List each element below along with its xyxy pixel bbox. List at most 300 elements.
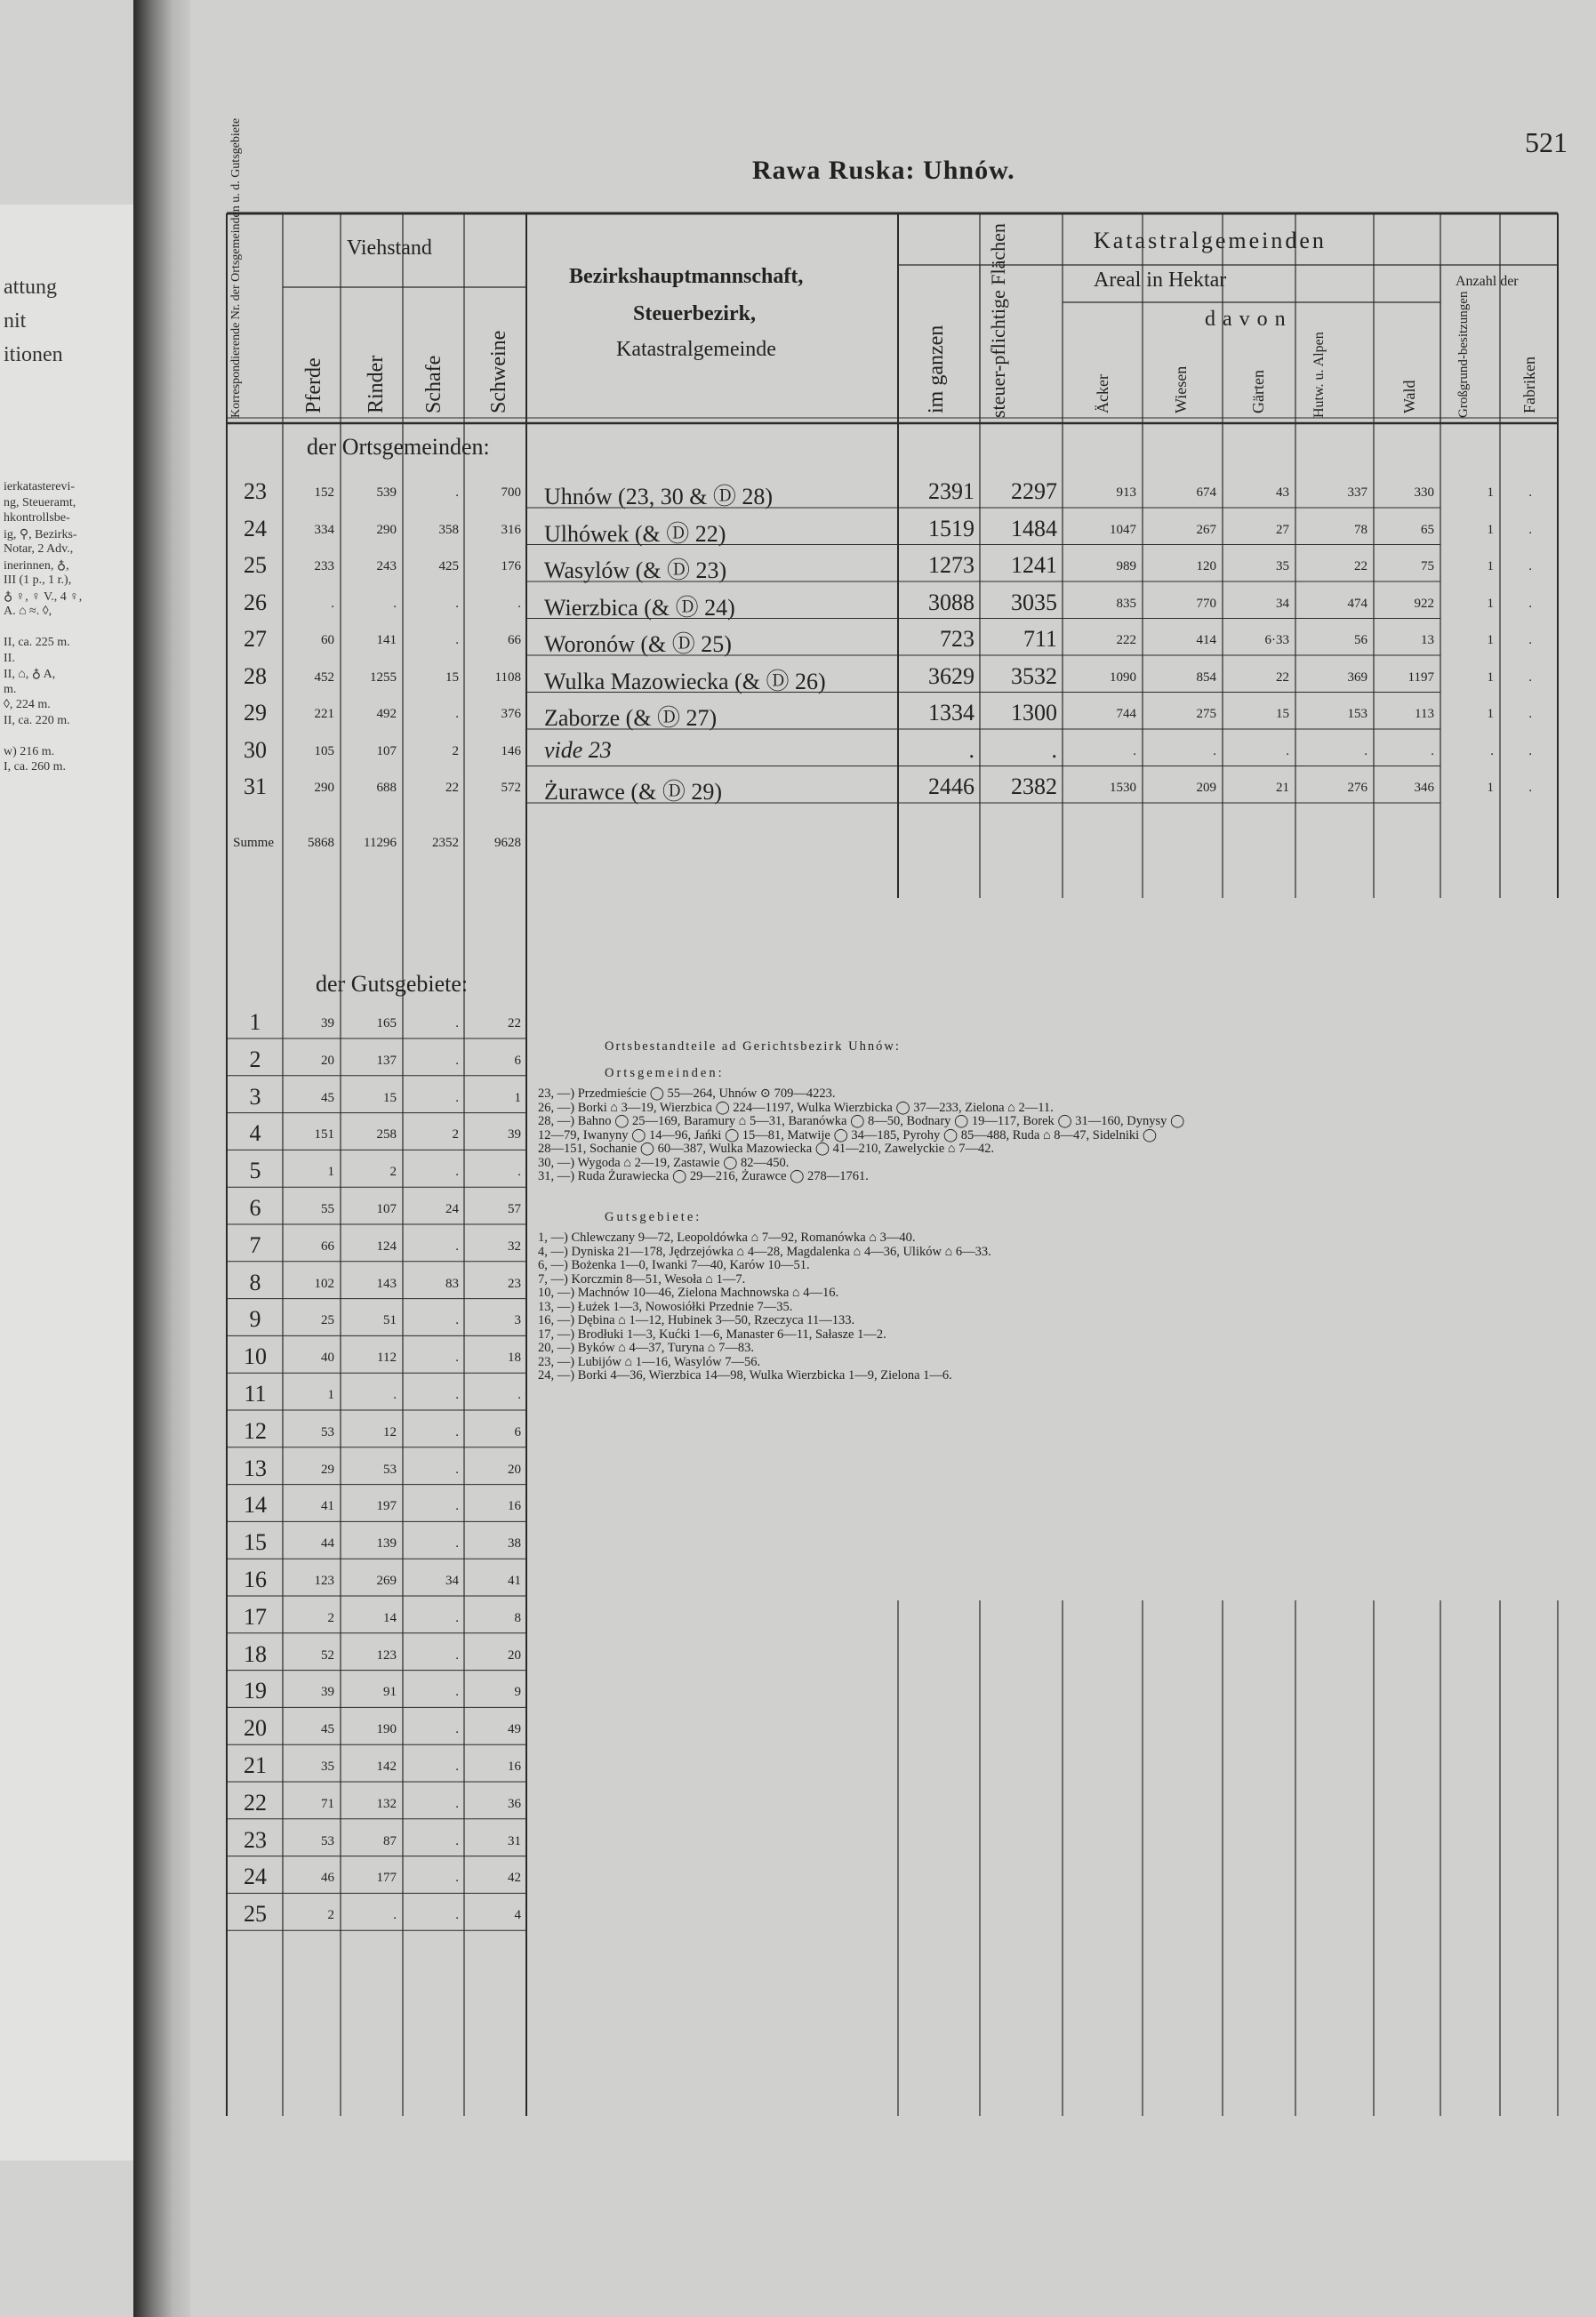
row-schafe: 358 [438, 522, 459, 537]
row-name: vide 23 [544, 736, 612, 763]
row-name: Wasylów (& Ⓓ 23) [544, 557, 727, 583]
summe-schweine: 9628 [494, 836, 521, 850]
row-gaerten: 21 [1276, 781, 1289, 795]
row-gaerten: 27 [1276, 522, 1289, 537]
row-rinder: . [393, 596, 397, 611]
guts-row-nr: 22 [244, 1789, 267, 1816]
row-schweine: 146 [501, 743, 521, 758]
row-hutw: 153 [1347, 707, 1367, 721]
row-schweine: 700 [501, 485, 521, 500]
row-schafe: 22 [445, 781, 459, 795]
row-fabr: . [1528, 485, 1532, 500]
guts-row-pferde: 1 [327, 1388, 334, 1402]
row-schweine: 176 [501, 559, 521, 573]
row-gross: 1 [1487, 669, 1494, 685]
fragment-line: II, ⌂, ♁ A, [4, 668, 56, 681]
guts-row-schweine: 23 [508, 1276, 521, 1291]
row-schweine: 376 [501, 707, 521, 721]
row-fabr: . [1528, 669, 1532, 685]
row-hutw: . [1364, 743, 1367, 758]
guts-row-rinder: 177 [376, 1871, 397, 1886]
row-pferde: 452 [314, 669, 334, 685]
row-schafe: . [455, 707, 459, 721]
guts-row-schafe: . [455, 1351, 459, 1366]
guts-row-nr: 21 [244, 1752, 267, 1778]
row-gaerten: 34 [1276, 596, 1289, 611]
fragment-line: ◊, 224 m. [4, 698, 51, 711]
row-schafe: 15 [445, 669, 459, 685]
guts-row-pferde: 25 [321, 1313, 334, 1328]
row-schafe: . [455, 596, 459, 611]
row-name: Żurawce (& Ⓓ 29) [544, 779, 722, 805]
guts-row-pferde: 41 [321, 1499, 334, 1514]
guts-row-schweine: 16 [508, 1760, 521, 1774]
notes-orts-line: 23, —) Przedmieście ◯ 55—264, Uhnów ⊙ 709—4223. [538, 1086, 836, 1101]
row-rinder: 107 [376, 743, 397, 758]
row-gaerten: 35 [1276, 559, 1289, 573]
section-ortsgemeinden: der Ortsgemeinden: [307, 434, 490, 460]
guts-row-rinder: 197 [376, 1499, 397, 1514]
row-aecker: 913 [1116, 485, 1136, 500]
guts-row-schafe: . [455, 1313, 459, 1328]
guts-row-rinder: 14 [383, 1610, 397, 1625]
guts-row-pferde: 39 [321, 1685, 334, 1700]
fragment-line: ig, ⚲, Bezirks- [4, 527, 77, 541]
fragment-line: II, ca. 225 m. [4, 636, 70, 649]
row-steuer: 1484 [1011, 515, 1057, 541]
guts-row-schafe: . [455, 1610, 459, 1625]
guts-row-pferde: 52 [321, 1648, 334, 1663]
row-wiesen: 209 [1196, 781, 1216, 795]
guts-row-schafe: . [455, 1722, 459, 1737]
row-ganzen: 3629 [928, 662, 974, 689]
guts-row-rinder: 2 [389, 1165, 397, 1180]
row-wiesen: 120 [1196, 559, 1216, 573]
row-wiesen: 770 [1196, 596, 1216, 611]
guts-row-schafe: . [455, 1462, 459, 1477]
davon-col-aecker: Äcker [1094, 374, 1111, 413]
guts-row-schafe: 24 [445, 1202, 459, 1216]
notes-guts-line: 10, —) Machnów 10—46, Zielona Machnowska ⌂ 4—16. [538, 1286, 839, 1300]
row-nr: 24 [244, 515, 267, 541]
guts-row-schafe: . [455, 1833, 459, 1848]
row-gross: 1 [1487, 707, 1494, 721]
notes-guts-line: 13, —) Łużek 1—3, Nowosiółki Przednie 7—35. [538, 1299, 793, 1314]
guts-row-nr: 5 [249, 1158, 261, 1184]
guts-row-rinder: 143 [376, 1276, 397, 1291]
guts-row-pferde: 71 [321, 1796, 334, 1811]
row-gross: 1 [1487, 485, 1494, 500]
areal-header: Areal in Hektar [1094, 269, 1227, 292]
guts-row-rinder: 51 [383, 1313, 397, 1328]
row-pferde: 60 [321, 633, 334, 647]
row-pferde: 334 [314, 522, 334, 537]
bezirk-header-1: Bezirkshauptmannschaft, [569, 265, 804, 288]
guts-row-nr: 17 [244, 1603, 267, 1630]
guts-row-nr: 25 [244, 1901, 267, 1928]
notes-guts-line: 17, —) Brodłuki 1—3, Kućki 1—6, Manaster 6—11, Sałasze 1—2. [538, 1327, 886, 1342]
row-fabr: . [1528, 596, 1532, 611]
notes-guts-heading: Gutsgebiete: [605, 1209, 702, 1224]
guts-row-schweine: 31 [508, 1833, 521, 1848]
guts-row-nr: 6 [249, 1195, 261, 1221]
guts-row-nr: 7 [249, 1231, 261, 1258]
row-nr: 23 [244, 478, 267, 504]
notes-guts-line: 1, —) Chlewczany 9—72, Leopoldówka ⌂ 7—92, Romanówka ⌂ 3—40. [538, 1231, 916, 1245]
row-gross: . [1490, 743, 1494, 758]
row-schweine: 1108 [494, 669, 521, 685]
row-name: Uhnów (23, 30 & Ⓓ 28) [544, 484, 774, 509]
row-aecker: 989 [1116, 559, 1136, 573]
guts-row-schafe: . [455, 1871, 459, 1886]
row-wald: 113 [1415, 707, 1434, 721]
guts-row-nr: 20 [244, 1715, 267, 1742]
row-wald: . [1431, 743, 1434, 758]
fragment-line: Notar, 2 Adv., [4, 542, 74, 556]
guts-row-schweine: 20 [508, 1462, 521, 1477]
row-wiesen: 854 [1196, 669, 1216, 685]
guts-row-schafe: . [455, 1796, 459, 1811]
row-name: Zaborze (& Ⓓ 27) [544, 705, 718, 731]
guts-row-schafe: . [455, 1499, 459, 1514]
vieh-col-pferde: Pferde [302, 357, 325, 413]
row-pferde: 105 [314, 743, 334, 758]
row-steuer: 711 [1023, 626, 1057, 652]
row-rinder: 243 [376, 559, 397, 573]
notes-orts-line: 30, —) Wygoda ⌂ 2—19, Zastawie ◯ 82—450. [538, 1155, 790, 1170]
row-gaerten: 15 [1276, 707, 1289, 721]
row-steuer: 3035 [1011, 589, 1057, 615]
guts-row-pferde: 44 [321, 1536, 334, 1551]
guts-row-rinder: 165 [376, 1016, 397, 1030]
guts-row-nr: 18 [244, 1640, 267, 1667]
guts-row-nr: 11 [244, 1381, 267, 1407]
vieh-col-schweine: Schweine [487, 330, 510, 413]
row-fabr: . [1528, 522, 1532, 537]
guts-row-schafe: . [455, 1016, 459, 1030]
row-nr: 30 [244, 736, 267, 763]
guts-row-rinder: 107 [376, 1202, 397, 1216]
guts-row-pferde: 53 [321, 1833, 334, 1848]
row-wiesen: 414 [1196, 633, 1216, 647]
row-fabr: . [1528, 781, 1532, 795]
row-steuer: . [1051, 736, 1057, 763]
guts-row-nr: 23 [244, 1826, 267, 1853]
guts-row-schafe: . [455, 1239, 459, 1254]
row-wald: 75 [1421, 559, 1434, 573]
guts-row-pferde: 29 [321, 1462, 334, 1477]
guts-row-schweine: . [517, 1388, 521, 1402]
guts-row-nr: 4 [249, 1120, 261, 1147]
guts-row-nr: 9 [249, 1306, 261, 1333]
guts-row-rinder: . [393, 1388, 397, 1402]
guts-row-rinder: 123 [376, 1648, 397, 1663]
fragment-line: III (1 p., 1 r.), [4, 573, 72, 587]
guts-row-nr: 13 [244, 1455, 267, 1481]
anzahl-col-gross: Großgrund-besitzungen [1456, 291, 1471, 418]
summe-schafe: 2352 [432, 836, 459, 850]
row-hutw: 276 [1347, 781, 1367, 795]
row-schafe: . [455, 485, 459, 500]
guts-row-nr: 24 [244, 1864, 267, 1890]
notes-orts-line: 26, —) Borki ⌂ 3—19, Wierzbica ◯ 224—1197, Wulka Wierzbicka ◯ 37—233, Zielona ⌂ 2—11. [538, 1100, 1054, 1115]
row-aecker: . [1133, 743, 1136, 758]
guts-row-rinder: 15 [383, 1090, 397, 1105]
guts-row-schafe: 2 [452, 1127, 459, 1142]
row-steuer: 1300 [1011, 700, 1057, 726]
guts-row-schafe: 34 [445, 1574, 459, 1588]
guts-row-nr: 8 [249, 1269, 261, 1295]
row-wald: 922 [1414, 596, 1434, 611]
row-rinder: 1255 [370, 669, 397, 685]
row-schafe: . [455, 633, 459, 647]
row-ganzen: 1519 [928, 515, 974, 541]
guts-row-rinder: 12 [383, 1424, 397, 1439]
notes-guts-line: 23, —) Lubijów ⌂ 1—16, Wasylów 7—56. [538, 1354, 761, 1369]
row-ganzen: 2391 [928, 478, 974, 504]
row-wiesen: . [1213, 743, 1216, 758]
row-name: Ulhówek (& Ⓓ 22) [544, 520, 726, 547]
row-wald: 13 [1421, 633, 1434, 647]
guts-row-pferde: 45 [321, 1722, 334, 1737]
row-rinder: 539 [376, 485, 397, 500]
guts-row-nr: 3 [249, 1083, 261, 1110]
fragment-heading: attung [4, 276, 57, 299]
fragment-line: II, ca. 220 m. [4, 713, 70, 727]
davon-header: davon [1205, 308, 1293, 331]
guts-row-schweine: 36 [508, 1796, 521, 1811]
guts-row-pferde: 2 [327, 1610, 334, 1625]
row-gaerten: 22 [1276, 669, 1289, 685]
row-schweine: . [517, 596, 521, 611]
row-schafe: 425 [438, 559, 459, 573]
guts-row-rinder: 87 [383, 1833, 397, 1848]
guts-row-nr: 10 [244, 1343, 267, 1370]
guts-row-pferde: 40 [321, 1351, 334, 1366]
notes-orts-line: 31, —) Ruda Żurawiecka ◯ 29—216, Żurawce ◯ 278—1761. [538, 1169, 869, 1183]
guts-row-nr: 15 [244, 1529, 267, 1556]
guts-row-schweine: 42 [508, 1871, 521, 1886]
notes-orts-line: 28—151, Sochanie ◯ 60—387, Wulka Mazowiecka ◯ 41—210, Zawelyckie ⌂ 7—42. [538, 1142, 995, 1156]
row-hutw: 78 [1354, 522, 1367, 537]
guts-row-pferde: 46 [321, 1871, 334, 1886]
guts-row-schafe: . [455, 1648, 459, 1663]
row-steuer: 2382 [1011, 774, 1057, 799]
guts-row-nr: 2 [249, 1046, 261, 1072]
row-pferde: 290 [314, 781, 334, 795]
guts-row-schweine: 4 [514, 1908, 521, 1923]
row-name: Wierzbica (& Ⓓ 24) [544, 594, 735, 621]
guts-row-schweine: 3 [514, 1313, 521, 1328]
notes-orts-line: 28, —) Bahno ◯ 25—169, Baramury ⌂ 5—31, Baranówka ◯ 8—50, Bodnary ◯ 19—117, Borek ◯ 31—160, Dynysy ◯ [538, 1114, 1185, 1128]
fragment-heading: itionen [4, 343, 63, 366]
row-gross: 1 [1487, 781, 1494, 795]
guts-row-schweine: 38 [508, 1536, 521, 1551]
guts-row-rinder: 91 [383, 1685, 397, 1700]
row-wald: 346 [1414, 781, 1434, 795]
guts-row-pferde: 35 [321, 1760, 334, 1774]
fragment-line: A. ⌂ ≈. ◊, [4, 605, 52, 618]
fragment-line: II. [4, 651, 15, 665]
fragment-line: hkontrollsbe- [4, 511, 70, 525]
viehstand-header: Viehstand [347, 237, 432, 260]
guts-row-pferde: 123 [314, 1574, 334, 1588]
notes-guts-line: 20, —) Byków ⌂ 4—37, Turyna ⌂ 7—83. [538, 1341, 754, 1355]
row-nr: 29 [244, 700, 267, 726]
guts-row-schafe: 83 [445, 1276, 459, 1291]
row-hutw: 56 [1354, 633, 1367, 647]
row-wiesen: 275 [1196, 707, 1216, 721]
guts-row-pferde: 2 [327, 1908, 334, 1923]
row-ganzen: . [968, 736, 974, 763]
guts-row-nr: 16 [244, 1567, 267, 1592]
guts-row-schafe: . [455, 1388, 459, 1402]
bezirk-header-3: Katastralgemeinde [616, 338, 776, 361]
row-ganzen: 1334 [928, 700, 974, 726]
davon-col-gaerten: Gärten [1249, 370, 1267, 413]
guts-row-rinder: 137 [376, 1053, 397, 1068]
notes-orts-line: 12—79, Iwanyny ◯ 14—96, Jańki ◯ 15—81, Matwije ◯ 34—185, Pyrohy ◯ 85—488, Ruda ⌂ 8—47, Sidelniki ◯ [538, 1127, 1157, 1142]
row-pferde: 152 [314, 485, 334, 500]
row-pferde: 233 [314, 559, 334, 573]
row-ganzen: 2446 [928, 774, 974, 799]
row-ganzen: 1273 [928, 552, 974, 578]
row-aecker: 1530 [1110, 781, 1136, 795]
row-rinder: 492 [376, 707, 397, 721]
anzahl-col-fabr: Fabriken [1520, 357, 1538, 413]
notes-title: Ortsbestandteile ad Gerichtsbezirk Uhnów: [605, 1039, 901, 1054]
guts-row-schafe: . [455, 1165, 459, 1180]
row-name: Wulka Mazowiecka (& Ⓓ 26) [544, 668, 826, 694]
guts-row-rinder: 190 [376, 1722, 397, 1737]
guts-row-rinder: . [393, 1908, 397, 1923]
row-gross: 1 [1487, 559, 1494, 573]
notes-guts-line: 24, —) Borki 4—36, Wierzbica 14—98, Wulka Wierzbicka 1—9, Zielona 1—6. [538, 1368, 952, 1383]
row-schweine: 572 [501, 781, 521, 795]
row-gross: 1 [1487, 633, 1494, 647]
row-ganzen: 723 [940, 626, 974, 652]
row-aecker: 744 [1116, 707, 1136, 721]
row-nr: 27 [244, 626, 267, 652]
row-name: Woronów (& Ⓓ 25) [544, 631, 732, 657]
row-fabr: . [1528, 559, 1532, 573]
row-nr: 28 [244, 662, 267, 689]
guts-row-schafe: . [455, 1090, 459, 1105]
row-wiesen: 674 [1196, 485, 1216, 500]
guts-row-schweine: 1 [514, 1090, 521, 1105]
row-steuer: 2297 [1011, 478, 1057, 504]
fragment-line: inerinnen, ♁, [4, 558, 69, 573]
vieh-col-rinder: Rinder [365, 355, 388, 413]
guts-row-pferde: 53 [321, 1424, 334, 1439]
guts-row-schweine: 6 [514, 1424, 521, 1439]
fragment-line: ierkatasterevi- [4, 480, 76, 493]
katastral-header: Katastralgemeinden [1094, 228, 1327, 253]
notes-orts-heading: Ortsgemeinden: [605, 1065, 725, 1080]
guts-row-schafe: . [455, 1053, 459, 1068]
guts-row-nr: 14 [244, 1492, 267, 1519]
guts-row-rinder: 124 [376, 1239, 397, 1254]
guts-row-schweine: 18 [508, 1351, 521, 1366]
row-aecker: 222 [1116, 633, 1136, 647]
row-aecker: 835 [1116, 596, 1136, 611]
notes-guts-line: 4, —) Dyniska 21—178, Jędrzejówka ⌂ 4—28, Magdalenka ⌂ 4—36, Ulików ⌂ 6—33. [538, 1244, 991, 1259]
anzahl-header: Anzahl der [1456, 274, 1519, 289]
fragment-line: m. [4, 682, 17, 696]
summe-label: Summe [233, 836, 274, 850]
row-hutw: 474 [1347, 596, 1367, 611]
guts-row-schweine: 9 [514, 1685, 521, 1700]
row-nr: 26 [244, 589, 267, 615]
row-ganzen: 3088 [928, 589, 974, 615]
guts-row-schafe: . [455, 1760, 459, 1774]
guts-row-pferde: 39 [321, 1016, 334, 1030]
guts-row-schweine: . [517, 1165, 521, 1180]
row-gaerten: 6·33 [1264, 633, 1289, 647]
guts-row-rinder: 258 [376, 1127, 397, 1142]
guts-row-schweine: 57 [508, 1202, 521, 1216]
row-fabr: . [1528, 633, 1532, 647]
row-rinder: 290 [376, 522, 397, 537]
guts-row-schafe: . [455, 1536, 459, 1551]
guts-row-schweine: 20 [508, 1648, 521, 1663]
guts-row-schweine: 49 [508, 1722, 521, 1737]
guts-row-schweine: 6 [514, 1053, 521, 1068]
guts-row-schafe: . [455, 1908, 459, 1923]
row-fabr: . [1528, 707, 1532, 721]
bezirk-header-2: Steuerbezirk, [633, 302, 756, 325]
guts-row-pferde: 66 [321, 1239, 334, 1254]
guts-row-pferde: 1 [327, 1165, 334, 1180]
davon-col-wiesen: Wiesen [1172, 365, 1190, 413]
guts-row-rinder: 139 [376, 1536, 397, 1551]
row-nr: 31 [244, 774, 267, 799]
notes-guts-line: 7, —) Korczmin 8—51, Wesoła ⌂ 1—7. [538, 1271, 746, 1287]
guts-row-nr: 1 [249, 1009, 261, 1035]
guts-row-pferde: 55 [321, 1202, 334, 1216]
row-nr: 25 [244, 552, 267, 578]
row-schweine: 66 [508, 633, 521, 647]
row-gross: 1 [1487, 522, 1494, 537]
row-wiesen: 267 [1196, 522, 1216, 537]
vieh-col-schafe: Schafe [422, 355, 445, 413]
guts-row-rinder: 112 [377, 1351, 397, 1366]
guts-row-rinder: 132 [376, 1796, 397, 1811]
guts-row-rinder: 269 [376, 1574, 397, 1588]
area-col-steuer: steuer-pflichtige Flächen [987, 223, 1009, 418]
fragment-heading: nit [4, 309, 27, 333]
guts-row-pferde: 20 [321, 1053, 334, 1068]
guts-row-schweine: 39 [508, 1127, 521, 1142]
row-steuer: 3532 [1011, 662, 1057, 689]
guts-row-nr: 19 [244, 1678, 267, 1704]
guts-row-pferde: 151 [314, 1127, 334, 1142]
fragment-line: I, ca. 260 m. [4, 760, 66, 774]
row-pferde: . [331, 596, 334, 611]
row-schweine: 316 [501, 522, 521, 537]
row-wald: 1197 [1408, 669, 1434, 685]
row-steuer: 1241 [1011, 552, 1057, 578]
row-hutw: 337 [1347, 485, 1367, 500]
guts-row-schweine: 16 [508, 1499, 521, 1514]
notes-guts-line: 6, —) Bożenka 1—0, Iwanki 7—40, Karów 10—51. [538, 1258, 810, 1272]
page-title: Rawa Ruska: Uhnów. [752, 156, 1015, 185]
row-fabr: . [1528, 743, 1532, 758]
davon-col-wald: Wald [1400, 380, 1418, 413]
guts-row-schafe: . [455, 1424, 459, 1439]
row-gross: 1 [1487, 596, 1494, 611]
row-aecker: 1090 [1110, 669, 1136, 685]
